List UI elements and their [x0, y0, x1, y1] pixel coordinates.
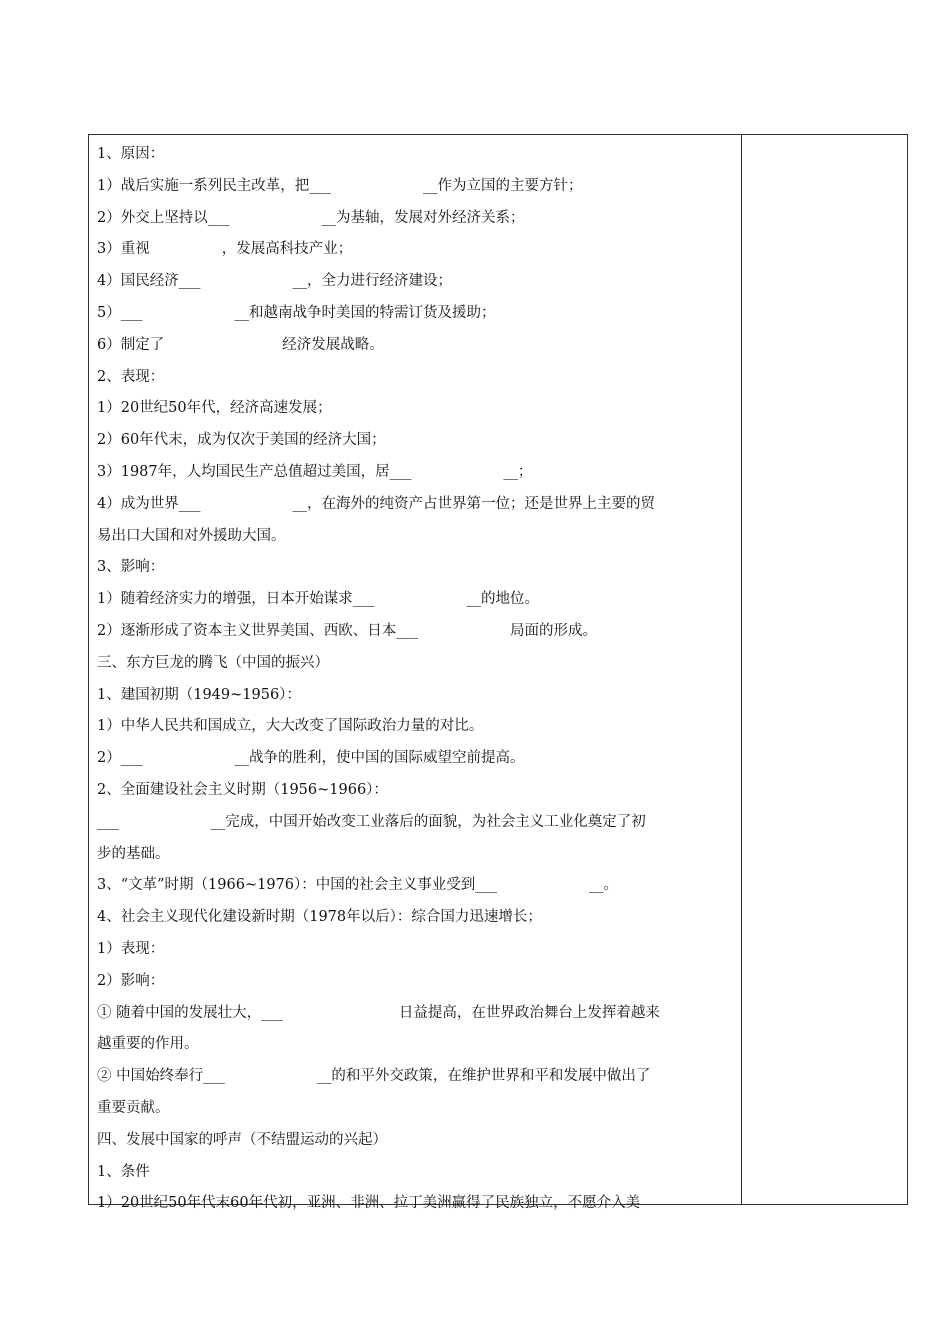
text-line [97, 330, 737, 362]
text-line [97, 998, 737, 1030]
text-segment: 经济发展战略。 [282, 336, 384, 353]
text-line [97, 807, 737, 839]
text-segment: 2、全面建设社会主义时期（1956~1966）： [97, 781, 388, 798]
text-segment: 1）战后实施一系列民主改革，把___ [97, 177, 331, 194]
text-line [97, 743, 737, 775]
text-segment: __作为立国的主要方针； [422, 177, 583, 194]
content-cell [97, 139, 737, 1220]
text-segment: 步的基础。 [97, 845, 170, 862]
text-segment: 4）成为世界___ [97, 495, 201, 512]
text-segment: 2、表现： [97, 368, 165, 385]
text-line [97, 680, 737, 712]
text-line [97, 1188, 737, 1220]
text-segment: __； [503, 463, 533, 480]
text-line [97, 425, 737, 457]
notes-cell [742, 135, 907, 1204]
text-line [97, 139, 737, 171]
text-segment: __和越南战争时美国的特需订货及援助； [234, 304, 496, 321]
text-line [97, 362, 737, 394]
text-line [97, 552, 737, 584]
text-line [97, 775, 737, 807]
text-line [97, 521, 737, 553]
text-segment: ② 中国始终奉行___ [97, 1068, 225, 1085]
text-segment: 1）20世纪50年代，经济高速发展； [97, 400, 332, 417]
text-segment: 三、东方巨龙的腾飞（中国的振兴） [97, 654, 329, 671]
text-segment: 2）60年代末，成为仅次于美国的经济大国； [97, 432, 386, 449]
text-line [97, 584, 737, 616]
text-segment: 3、影响： [97, 559, 165, 576]
text-segment: 5）___ [97, 304, 143, 321]
text-segment: 2）影响： [97, 972, 165, 989]
text-line [97, 711, 737, 743]
text-line [97, 489, 737, 521]
text-segment: __，在海外的纯资产占世界第一位；还是世界上主要的贸 [292, 495, 655, 512]
text-line [97, 203, 737, 235]
text-segment: 1、建国初期（1949~1956）： [97, 686, 301, 703]
text-segment: __完成，中国开始改变工业落后的面貌，为社会主义工业化奠定了初 [210, 813, 646, 830]
text-segment: __的和平外交政策，在维护世界和平和发展中做出了 [316, 1068, 651, 1085]
text-segment: ___ [97, 813, 119, 830]
text-segment: 1、条件 [97, 1163, 150, 1180]
text-line [97, 966, 737, 998]
text-line [97, 171, 737, 203]
text-segment: 4、社会主义现代化建设新时期（1978年以后）：综合国力迅速增长； [97, 909, 542, 926]
text-segment: 3）重视 [97, 241, 150, 258]
text-line [97, 234, 737, 266]
text-segment: __的地位。 [466, 591, 539, 608]
text-segment: 越重要的作用。 [97, 1036, 199, 1053]
text-segment: 6）制定了 [97, 336, 165, 353]
text-segment: __战争的胜利，使中国的国际威望空前提高。 [234, 750, 525, 767]
text-line [97, 839, 737, 871]
text-line [97, 1061, 737, 1093]
text-segment: 局面的形成。 [509, 622, 597, 639]
text-segment: ，发展高科技产业； [221, 241, 353, 258]
text-segment: __。 [589, 877, 619, 894]
text-segment: 1）20世纪50年代末60年代初，亚洲、非洲、拉丁美洲赢得了民族独立，不愿介入美 [97, 1195, 641, 1212]
text-segment: ① 随着中国的发展壮大，___ [97, 1004, 283, 1021]
text-segment: 2）___ [97, 750, 143, 767]
text-segment: 3）1987年，人均国民生产总值超过美国，居___ [97, 463, 412, 480]
text-line [97, 902, 737, 934]
text-line [97, 298, 737, 330]
text-line [97, 1093, 737, 1125]
text-line [97, 393, 737, 425]
text-segment: 四、发展中国家的呼声（不结盟运动的兴起） [97, 1131, 387, 1148]
text-line [97, 616, 737, 648]
text-segment: __，全力进行经济建设； [292, 273, 452, 290]
text-segment: 1）中华人民共和国成立，大大改变了国际政治力量的对比。 [97, 718, 484, 735]
text-segment: 4）国民经济___ [97, 273, 201, 290]
text-segment: 重要贡献。 [97, 1099, 170, 1116]
text-line [97, 1157, 737, 1189]
text-segment: 日益提高，在世界政治舞台上发挥着越来 [398, 1004, 660, 1021]
text-line [97, 870, 737, 902]
text-line [97, 1029, 737, 1061]
text-segment: 1、原因： [97, 146, 165, 162]
text-segment: __为基轴，发展对外经济关系； [321, 209, 525, 226]
text-segment: 2）外交上坚持以___ [97, 209, 230, 226]
text-segment: 易出口大国和对外援助大国。 [97, 527, 286, 544]
text-segment: 3、“文革”时期（1966~1976）：中国的社会主义事业受到___ [97, 877, 498, 894]
text-line [97, 648, 737, 680]
text-segment: 1）随着经济实力的增强，日本开始谋求___ [97, 591, 375, 608]
worksheet-table [88, 134, 908, 1212]
text-line [97, 266, 737, 298]
text-line [97, 934, 737, 966]
text-line [97, 457, 737, 489]
text-line [97, 1125, 737, 1157]
text-segment: 2）逐渐形成了资本主义世界美国、西欧、日本___ [97, 622, 418, 639]
text-segment: 1）表现： [97, 940, 165, 957]
